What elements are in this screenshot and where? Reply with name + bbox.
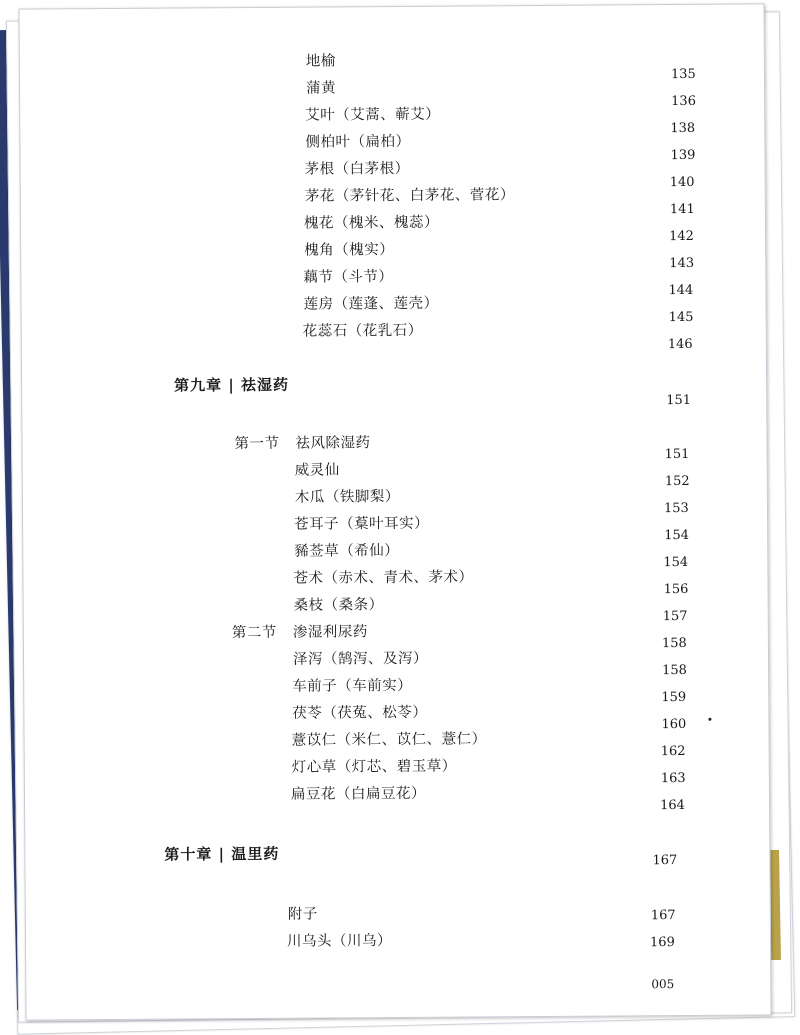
toc-page-number: 145 <box>668 309 694 326</box>
toc-entry: 槐角（槐实） <box>304 241 395 259</box>
toc-entry: 茅花（茅针花、白茅花、菅花） <box>304 187 515 205</box>
toc-entry: 扁豆花（白扁豆花） <box>290 785 427 803</box>
toc-page-number: 142 <box>669 228 694 245</box>
toc-page-number: 158 <box>662 662 687 679</box>
toc-entry: 苍耳子（葈叶耳实） <box>294 515 430 533</box>
toc-entry: 桑枝（桑条） <box>293 597 384 614</box>
toc-page-number: 159 <box>661 689 687 706</box>
toc-page-number: 163 <box>660 770 686 787</box>
chapter-page-number: 167 <box>652 853 678 869</box>
toc-page-number: 152 <box>664 473 690 490</box>
toc-entry: 灯心草（灯芯、碧玉草） <box>291 758 457 776</box>
toc-page-number: 154 <box>664 527 690 544</box>
toc-entry: 木瓜（铁脚梨） <box>294 488 400 506</box>
toc-entry: 花蕊石（花乳石） <box>302 322 423 340</box>
toc-entry: 侧柏叶（扁柏） <box>305 133 411 151</box>
toc-page-number: 141 <box>669 201 695 218</box>
toc-page-number: 154 <box>663 554 689 571</box>
toc-entry: 茯苓（茯菟、松苓） <box>292 704 428 722</box>
toc-page-number: 162 <box>660 743 686 760</box>
toc-entry: 蒲黄 <box>305 80 337 97</box>
toc-entry: 薏苡仁（米仁、苡仁、薏仁） <box>291 731 487 749</box>
toc-page-number: 143 <box>669 255 695 272</box>
toc-page-number: 139 <box>670 147 696 164</box>
toc-page-number: 135 <box>670 66 696 83</box>
toc-page-number: 157 <box>662 608 688 625</box>
toc-entry: 川乌头（川乌） <box>286 933 393 950</box>
toc-page-number: 138 <box>670 120 696 137</box>
toc-entry: 附子 <box>287 906 318 923</box>
toc-page <box>18 3 771 1020</box>
toc-page-number: 160 <box>661 716 687 733</box>
toc-page-number: 169 <box>649 935 675 951</box>
toc-page-number: 144 <box>668 282 694 299</box>
chapter-heading: 第十章 | 温里药 <box>164 844 280 864</box>
section-title: 祛风除湿药 <box>295 435 371 452</box>
toc-entry: 槐花（槐米、槐蕊） <box>303 214 440 232</box>
section-label: 第二节 <box>231 624 277 642</box>
toc-page-number: 156 <box>663 581 689 598</box>
toc-entry: 泽泻（鹄泻、及泻） <box>292 650 429 668</box>
toc-entry: 苍术（赤术、青术、茅术） <box>293 569 474 587</box>
toc-page-number: 140 <box>669 174 695 191</box>
toc-page-number: 164 <box>660 797 685 814</box>
section-page-number: 151 <box>664 446 690 463</box>
toc-entry: 莲房（莲蓬、莲壳） <box>303 295 439 313</box>
toc-entry: 艾叶（艾蒿、蕲艾） <box>305 106 441 124</box>
chapter-heading: 第九章 | 祛湿药 <box>174 375 290 395</box>
toc-entry: 车前子（车前实） <box>292 677 413 695</box>
toc-entry: 茅根（白茅根） <box>304 160 410 178</box>
toc-entry: 地榆 <box>305 53 336 70</box>
toc-entry: 藕节（斗节） <box>303 269 394 286</box>
toc-entry: 威灵仙 <box>294 462 340 479</box>
chapter-page-number: 151 <box>666 392 692 409</box>
toc-entry: 豨莶草（希仙） <box>294 542 400 560</box>
page-folio: 005 <box>651 977 675 992</box>
ink-speck <box>708 718 711 721</box>
section-label: 第一节 <box>234 435 280 453</box>
section-title: 渗湿利尿药 <box>292 624 368 641</box>
toc-page-number: 167 <box>650 908 676 924</box>
toc-page-number: 146 <box>667 336 693 353</box>
toc-page-number: 136 <box>671 93 697 110</box>
section-page-number: 158 <box>661 635 687 652</box>
toc-page-number: 153 <box>663 500 689 517</box>
